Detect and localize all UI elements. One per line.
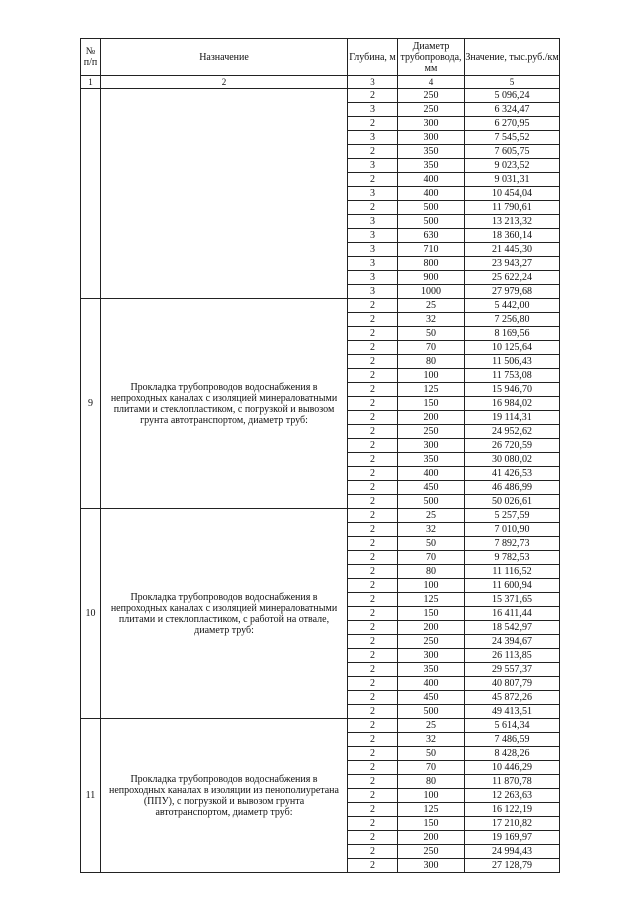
diameter-cell: 800 [398,257,465,271]
diameter-cell: 70 [398,761,465,775]
column-index: 1 [81,76,101,89]
value-cell: 6 324,47 [465,103,560,117]
depth-cell: 2 [348,313,398,327]
depth-cell: 3 [348,271,398,285]
depth-cell: 2 [348,691,398,705]
value-cell: 40 807,79 [465,677,560,691]
depth-cell: 3 [348,187,398,201]
value-cell: 19 114,31 [465,411,560,425]
diameter-cell: 300 [398,649,465,663]
depth-cell: 2 [348,495,398,509]
value-cell: 7 256,80 [465,313,560,327]
depth-cell: 2 [348,803,398,817]
value-cell: 49 413,51 [465,705,560,719]
value-cell: 16 984,02 [465,397,560,411]
header-value: Значение, тыс.руб./км [465,39,560,76]
depth-cell: 2 [348,607,398,621]
value-cell: 18 542,97 [465,621,560,635]
diameter-cell: 125 [398,803,465,817]
depth-cell: 2 [348,537,398,551]
depth-cell: 2 [348,481,398,495]
diameter-cell: 250 [398,89,465,103]
depth-cell: 3 [348,103,398,117]
value-cell: 50 026,61 [465,495,560,509]
diameter-cell: 350 [398,663,465,677]
value-cell: 15 371,65 [465,593,560,607]
purpose-cell: Прокладка трубопроводов водоснабжения в непроходных каналах с изоляцией минераловатными плитами и стеклопластиком, с работой на отвале, диаметр труб: [101,509,348,719]
value-cell: 9 031,31 [465,173,560,187]
value-cell: 12 263,63 [465,789,560,803]
row-number [81,89,101,299]
column-index: 4 [398,76,465,89]
value-cell: 13 213,32 [465,215,560,229]
table-row [81,89,560,103]
diameter-cell: 300 [398,131,465,145]
diameter-cell: 400 [398,677,465,691]
row-number: 11 [81,719,101,873]
value-cell: 7 486,59 [465,733,560,747]
column-index-row [81,76,560,89]
diameter-cell: 50 [398,747,465,761]
value-cell: 11 790,61 [465,201,560,215]
depth-cell: 2 [348,593,398,607]
diameter-cell: 200 [398,831,465,845]
value-cell: 21 445,30 [465,243,560,257]
depth-cell: 2 [348,747,398,761]
depth-cell: 2 [348,775,398,789]
value-cell: 7 892,73 [465,537,560,551]
row-number: 10 [81,509,101,719]
value-cell: 11 506,43 [465,355,560,369]
diameter-cell: 350 [398,453,465,467]
value-cell: 7 545,52 [465,131,560,145]
diameter-cell: 300 [398,439,465,453]
diameter-cell: 50 [398,537,465,551]
depth-cell: 3 [348,215,398,229]
value-cell: 5 614,34 [465,719,560,733]
header-diameter: Диаметр трубопровода, мм [398,39,465,76]
diameter-cell: 150 [398,397,465,411]
header-purpose: Назначение [101,39,348,76]
value-cell: 6 270,95 [465,117,560,131]
diameter-cell: 500 [398,705,465,719]
depth-cell: 2 [348,523,398,537]
value-cell: 15 946,70 [465,383,560,397]
depth-cell: 3 [348,131,398,145]
diameter-cell: 150 [398,607,465,621]
depth-cell: 2 [348,327,398,341]
depth-cell: 2 [348,649,398,663]
diameter-cell: 80 [398,775,465,789]
value-cell: 27 128,79 [465,859,560,873]
diameter-cell: 32 [398,733,465,747]
diameter-cell: 250 [398,845,465,859]
value-cell: 46 486,99 [465,481,560,495]
diameter-cell: 450 [398,691,465,705]
value-cell: 8 428,26 [465,747,560,761]
depth-cell: 2 [348,341,398,355]
depth-cell: 2 [348,621,398,635]
diameter-cell: 900 [398,271,465,285]
depth-cell: 2 [348,383,398,397]
value-cell: 10 446,29 [465,761,560,775]
depth-cell: 2 [348,719,398,733]
value-cell: 23 943,27 [465,257,560,271]
value-cell: 11 753,08 [465,369,560,383]
depth-cell: 2 [348,509,398,523]
depth-cell: 2 [348,677,398,691]
depth-cell: 3 [348,285,398,299]
diameter-cell: 710 [398,243,465,257]
value-cell: 27 979,68 [465,285,560,299]
diameter-cell: 125 [398,383,465,397]
value-cell: 30 080,02 [465,453,560,467]
row-number: 9 [81,299,101,509]
depth-cell: 3 [348,229,398,243]
value-cell: 17 210,82 [465,817,560,831]
depth-cell: 2 [348,453,398,467]
diameter-cell: 400 [398,173,465,187]
diameter-cell: 32 [398,523,465,537]
diameter-cell: 50 [398,327,465,341]
depth-cell: 2 [348,845,398,859]
value-cell: 26 113,85 [465,649,560,663]
purpose-cell [101,89,348,299]
diameter-cell: 100 [398,369,465,383]
depth-cell: 2 [348,467,398,481]
depth-cell: 2 [348,89,398,103]
value-cell: 29 557,37 [465,663,560,677]
diameter-cell: 350 [398,145,465,159]
value-cell: 5 096,24 [465,89,560,103]
diameter-cell: 100 [398,579,465,593]
diameter-cell: 25 [398,719,465,733]
diameter-cell: 100 [398,789,465,803]
depth-cell: 2 [348,369,398,383]
value-cell: 26 720,59 [465,439,560,453]
diameter-cell: 200 [398,411,465,425]
depth-cell: 2 [348,635,398,649]
diameter-cell: 80 [398,355,465,369]
diameter-cell: 200 [398,621,465,635]
diameter-cell: 150 [398,817,465,831]
diameter-cell: 25 [398,299,465,313]
depth-cell: 3 [348,159,398,173]
value-cell: 11 116,52 [465,565,560,579]
cost-table [80,38,560,873]
value-cell: 9 023,52 [465,159,560,173]
diameter-cell: 250 [398,425,465,439]
depth-cell: 2 [348,733,398,747]
depth-cell: 2 [348,201,398,215]
depth-cell: 2 [348,299,398,313]
diameter-cell: 125 [398,593,465,607]
diameter-cell: 500 [398,215,465,229]
diameter-cell: 25 [398,509,465,523]
diameter-cell: 350 [398,159,465,173]
value-cell: 7 605,75 [465,145,560,159]
header-num: № п/п [81,39,101,76]
diameter-cell: 400 [398,187,465,201]
value-cell: 10 454,04 [465,187,560,201]
table-row [81,299,560,313]
column-index: 5 [465,76,560,89]
table-header-row [81,39,560,76]
depth-cell: 2 [348,565,398,579]
depth-cell: 2 [348,551,398,565]
value-cell: 16 122,19 [465,803,560,817]
depth-cell: 2 [348,831,398,845]
value-cell: 16 411,44 [465,607,560,621]
depth-cell: 2 [348,579,398,593]
value-cell: 18 360,14 [465,229,560,243]
diameter-cell: 32 [398,313,465,327]
column-index: 2 [101,76,348,89]
depth-cell: 2 [348,439,398,453]
depth-cell: 2 [348,705,398,719]
depth-cell: 2 [348,789,398,803]
depth-cell: 2 [348,411,398,425]
value-cell: 5 257,59 [465,509,560,523]
depth-cell: 3 [348,257,398,271]
diameter-cell: 250 [398,103,465,117]
header-depth: Глубина, м [348,39,398,76]
value-cell: 25 622,24 [465,271,560,285]
table-row [81,719,560,733]
depth-cell: 2 [348,425,398,439]
depth-cell: 2 [348,145,398,159]
diameter-cell: 300 [398,859,465,873]
diameter-cell: 70 [398,551,465,565]
purpose-cell: Прокладка трубопроводов водоснабжения в непроходных каналах с изоляцией минераловатными плитами и стеклопластиком, с погрузкой и вывозом грунта автотранспортом, диаметр труб: [101,299,348,509]
column-index: 3 [348,76,398,89]
diameter-cell: 630 [398,229,465,243]
value-cell: 41 426,53 [465,467,560,481]
diameter-cell: 1000 [398,285,465,299]
depth-cell: 2 [348,397,398,411]
value-cell: 5 442,00 [465,299,560,313]
diameter-cell: 450 [398,481,465,495]
diameter-cell: 500 [398,201,465,215]
depth-cell: 2 [348,173,398,187]
diameter-cell: 400 [398,467,465,481]
depth-cell: 3 [348,243,398,257]
value-cell: 24 994,43 [465,845,560,859]
purpose-cell: Прокладка трубопроводов водоснабжения в непроходных каналах в изоляции из пенополиуретана (ППУ), с погрузкой и вывозом грунта автотранспортом, диаметр труб: [101,719,348,873]
depth-cell: 2 [348,117,398,131]
value-cell: 10 125,64 [465,341,560,355]
depth-cell: 2 [348,761,398,775]
value-cell: 24 952,62 [465,425,560,439]
depth-cell: 2 [348,859,398,873]
diameter-cell: 250 [398,635,465,649]
value-cell: 45 872,26 [465,691,560,705]
value-cell: 9 782,53 [465,551,560,565]
diameter-cell: 70 [398,341,465,355]
table-row [81,509,560,523]
diameter-cell: 300 [398,117,465,131]
depth-cell: 2 [348,355,398,369]
value-cell: 19 169,97 [465,831,560,845]
value-cell: 24 394,67 [465,635,560,649]
value-cell: 11 600,94 [465,579,560,593]
depth-cell: 2 [348,663,398,677]
diameter-cell: 80 [398,565,465,579]
value-cell: 8 169,56 [465,327,560,341]
value-cell: 7 010,90 [465,523,560,537]
value-cell: 11 870,78 [465,775,560,789]
depth-cell: 2 [348,817,398,831]
diameter-cell: 500 [398,495,465,509]
